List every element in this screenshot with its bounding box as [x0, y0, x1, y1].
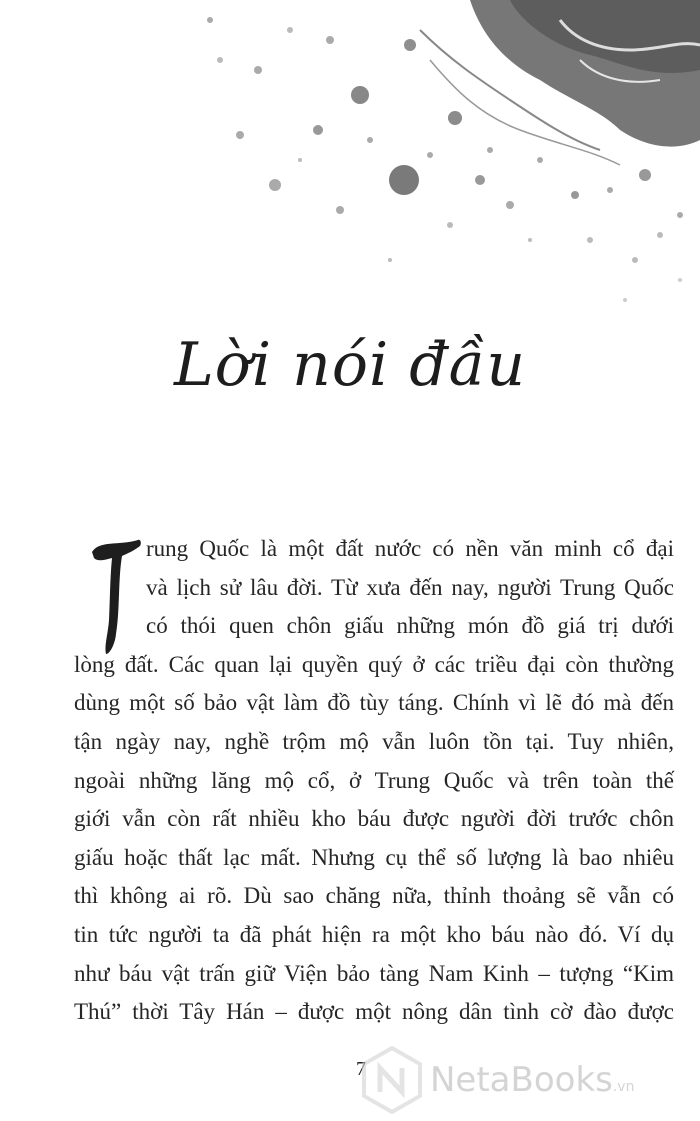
text-line: giới vẫn còn rất nhiều kho báu được người đời trước chôn	[74, 806, 674, 832]
text-line: và lịch sử lâu đời. Từ xưa đến nay, người Trung Quốc	[146, 574, 674, 600]
watermark-text	[430, 1060, 634, 1100]
watermark-brand: NetaBooks	[430, 1060, 613, 1100]
text-line: lòng đất. Các quan lại quyền quý ở các triều đại còn thường	[74, 651, 674, 677]
watermark-suffix: .vn	[612, 1079, 635, 1095]
text-line: ngoài những lăng mộ cổ, ở Trung Quốc và trên toàn thế	[74, 767, 674, 793]
text-line: có thói quen chôn giấu những món đồ giá trị dưới	[146, 613, 674, 639]
chapter-title: Lời nói đầu	[173, 330, 527, 400]
text-line: rung Quốc là một đất nước có nền văn minh cổ đại	[146, 536, 674, 561]
page-number: 7	[356, 1058, 366, 1080]
text-line: giấu hoặc thất lạc mất. Nhưng cụ thể số lượng là bao nhiêu	[74, 844, 674, 870]
text-line: dùng một số bảo vật làm đồ tùy táng. Chính vì lẽ đó mà đến	[74, 690, 674, 716]
text-line: tin tức người ta đã phát hiện ra một kho báu nào đó. Ví dụ	[74, 921, 674, 947]
text-line: thì không ai rõ. Dù sao chăng nữa, thỉnh thoảng sẽ vẫn có	[74, 883, 674, 909]
text-line: tận ngày nay, nghề trộm mộ vẫn luôn tồn tại. Tuy nhiên,	[74, 728, 674, 754]
text-line: như báu vật trấn giữ Viện bảo tàng Nam Kinh – tượng “Kim	[74, 960, 674, 986]
text-line: Thú” thời Tây Hán – được một nông dân tình cờ đào được	[74, 999, 674, 1025]
ink-splatter-decoration	[180, 0, 700, 320]
preface-body	[74, 530, 674, 1032]
